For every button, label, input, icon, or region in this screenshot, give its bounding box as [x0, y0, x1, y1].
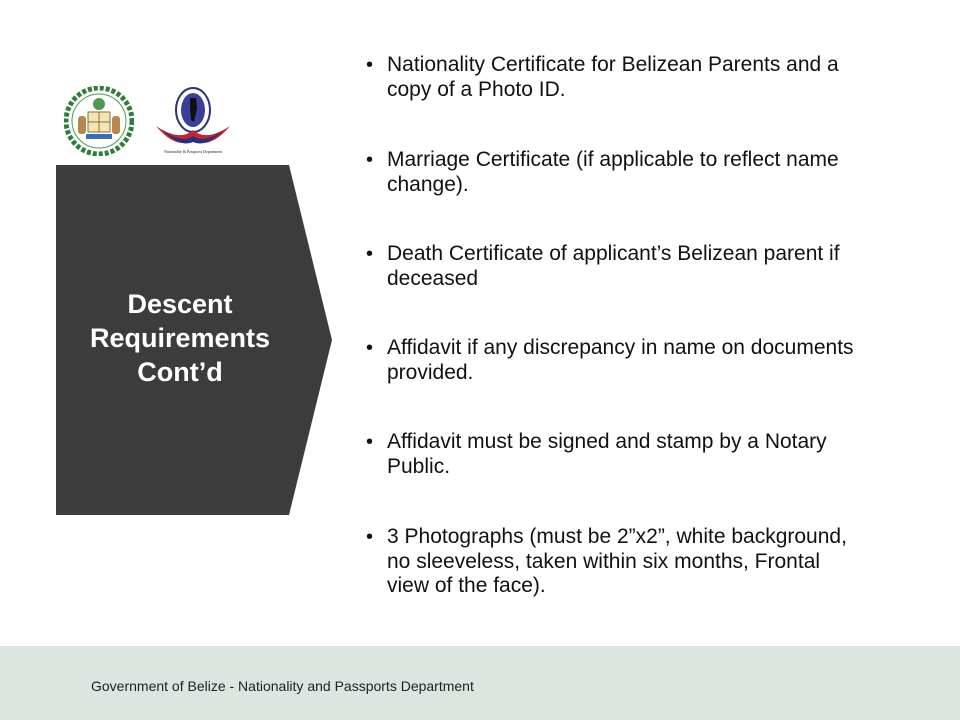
section-title-line-3: Cont’d	[137, 357, 223, 387]
requirement-text: Affidavit must be signed and stamp by a Notary Public.	[387, 430, 827, 478]
bullet: •	[366, 149, 374, 171]
bullet: •	[366, 54, 374, 76]
section-title-line-1: Descent	[127, 289, 233, 319]
npd-logo-caption: Nationality & Passports Department	[163, 149, 223, 154]
coat-of-arms-of-belize-icon	[64, 86, 134, 156]
requirement-text: Marriage Certificate (if applicable to reflect name change).	[387, 148, 839, 196]
bullet: •	[366, 526, 374, 548]
requirements-list	[366, 53, 866, 599]
bullet: •	[366, 431, 374, 453]
bullet: •	[366, 337, 374, 359]
requirement-item	[366, 525, 866, 599]
section-title	[56, 287, 304, 389]
footer-bar	[0, 646, 960, 720]
requirement-item	[366, 148, 866, 197]
requirement-item	[366, 53, 866, 102]
nationality-passports-department-logo-icon	[150, 84, 236, 156]
requirement-text: Death Certificate of applicant’s Belizean parent if deceased	[387, 242, 840, 290]
requirement-text: 3 Photographs (must be 2”x2”, white background, no sleeveless, taken within six months, Frontal view of the face).	[387, 525, 847, 597]
requirement-item	[366, 336, 866, 385]
requirement-item	[366, 242, 866, 291]
requirement-text: Nationality Certificate for Belizean Parents and a copy of a Photo ID.	[387, 53, 839, 101]
requirement-item	[366, 430, 866, 479]
section-title-line-2: Requirements	[89, 323, 271, 353]
bullet: •	[366, 243, 374, 265]
requirement-text: Affidavit if any discrepancy in name on documents provided.	[387, 336, 854, 384]
footer-text: Government of Belize - Nationality and Passports Department	[91, 678, 474, 694]
